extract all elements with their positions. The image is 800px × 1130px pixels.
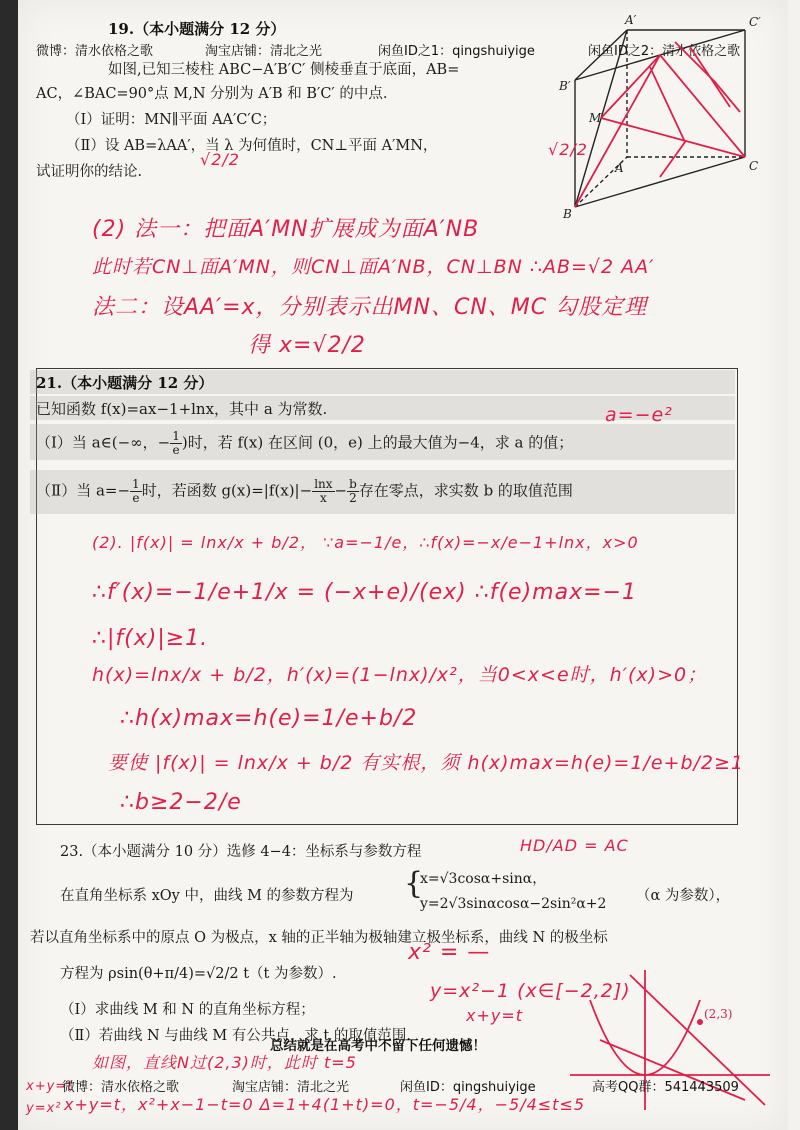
q21-hand-l2: ∴f′(x)=−1/e+1/x = (−x+e)/(ex) ∴f(e)max=−1 xyxy=(92,580,637,605)
q23-top-note: HD/AD = AC xyxy=(520,836,629,855)
q21-part2-frac-a-num: 1 xyxy=(132,477,140,491)
q19-part1: （Ⅰ）证明：MN∥平面 AA′C′C； xyxy=(66,112,277,128)
q21-part2-frac-a xyxy=(130,478,142,505)
q19-part2: （Ⅱ）设 AB=λAA′，当 λ 为何值时，CN⊥平面 A′MN， xyxy=(66,138,438,154)
q21-hand-l6: 要使 |f(x)| = lnx/x + b/2 有实根，须 h(x)max=h(e)=1/e+b/2≥1 xyxy=(108,752,744,774)
watermark-xianyu-bottom: 闲鱼ID：qingshuiyige xyxy=(400,1080,536,1095)
label-cprime: C′ xyxy=(749,15,761,29)
label-c: C xyxy=(749,159,759,173)
q21-hand-l1: (2). |f(x)| = lnx/x + b/2， ∵a=−1/e，∴f(x)=−x/e−1+lnx，x>0 xyxy=(92,533,639,552)
q21-part1-frac-den: e xyxy=(172,443,180,457)
q21-part2-frac-c-den: 2 xyxy=(349,491,357,505)
q23-hand-l1: x² = — xyxy=(408,940,491,965)
q21-part2-frac-a-den: e xyxy=(132,491,140,505)
q19-header: 19.（本小题满分 12 分） xyxy=(108,20,286,38)
red-stroke-3 xyxy=(650,67,685,177)
q21-answer-mark: a=−e² xyxy=(605,404,673,426)
q21-part1-pre: （Ⅰ）当 a∈(−∞，− xyxy=(36,433,171,452)
red-line-m-c xyxy=(601,118,745,157)
watermark-qq-bottom: 高考QQ群：541443509 xyxy=(592,1080,739,1095)
label-m: M xyxy=(589,111,602,125)
q23-hand-l2: y=x²−1 (x∈[−2,2]) xyxy=(430,980,631,1002)
label-bprime: B′ xyxy=(559,79,571,93)
graph-point-label: (2,3) xyxy=(704,1007,733,1021)
q21-part1-frac xyxy=(170,430,182,457)
q19-part2b: 试证明你的结论. xyxy=(36,164,143,180)
q23-left-note: x+y=t y=x² xyxy=(26,1079,74,1116)
q19-answer-mark: √2/2 xyxy=(200,150,240,169)
q21-part1-post: )时，若 f(x) 在区间 (0，e) 上的最大值为−4，求 a 的值； xyxy=(181,433,574,452)
q21-part1-frac-num: 1 xyxy=(172,429,180,443)
q21-part2-pre: （Ⅱ）当 a=− xyxy=(36,481,131,500)
watermark-weibo-top: 微博：清水依格之歌 xyxy=(36,44,154,59)
label-b: B xyxy=(563,207,572,221)
label-aprime: A′ xyxy=(625,13,637,27)
q23-sys1: x=√3cosα+sinα， xyxy=(420,871,547,887)
q23-hand-l4: 如图，直线N过(2,3)时，此时 t=5 xyxy=(92,1053,357,1072)
prism-figure xyxy=(555,12,775,222)
q21-hand-l4: h(x)=lnx/x + b/2，h′(x)=(1−lnx)/x²，当0<x<e时，h′(x)>0； xyxy=(92,664,708,686)
q19-line1: 如图,已知三棱柱 ABC−A′B′C′ 侧棱垂直于底面，AB= xyxy=(108,62,460,78)
q21-part1 xyxy=(36,430,573,457)
q21-part2-mid: 时，若函数 g(x)=|f(x)|− xyxy=(141,481,313,500)
q21-hand-l3: ∴|f(x)|≥1. xyxy=(92,626,209,651)
q21-part2-frac-b xyxy=(312,478,334,505)
q19-hand-l2: 此时若CN⊥面A′MN，则CN⊥面A′NB，CN⊥BN ∴AB=√2 AA′ xyxy=(92,256,655,278)
q21-part2-frac-b-den: x xyxy=(319,491,327,505)
q21-part2-minus: − xyxy=(334,481,348,500)
q21-part2 xyxy=(36,478,573,505)
q23-header: 23.（本小题满分 10 分）选修 4−4：坐标系与参数方程 xyxy=(60,844,422,860)
q23-param-note: （α 为参数）， xyxy=(636,888,731,904)
q23-hand-l3: x+y=t xyxy=(466,1006,524,1025)
q21-part2-frac-b-num: lnx xyxy=(314,477,333,491)
label-a: A xyxy=(615,161,624,175)
q21-part2-frac-c-num: b xyxy=(349,477,357,491)
q21-hand-l5: ∴h(x)max=h(e)=1/e+b/2 xyxy=(120,706,418,731)
q23-line3: 方程为 ρsin(θ+π/4)=√2/2 t（t 为参数）. xyxy=(60,966,337,982)
watermark-weibo-bottom: 微博：清水依格之歌 xyxy=(62,1080,180,1095)
binder-edge xyxy=(0,0,18,1130)
watermark-xianyu2-top: 闲鱼ID之2：清水依格之歌 xyxy=(588,44,741,59)
q19-hand-l1: (2) 法一：把面A′MN扩展成为面A′NB xyxy=(92,217,480,242)
q23-line1: 在直角坐标系 xOy 中，曲线 M 的参数方程为 xyxy=(60,888,354,904)
watermark-xianyu1-top: 闲鱼ID之1：qingshuiyige xyxy=(378,44,535,59)
q21-part2-post: 存在零点，求实数 b 的取值范围 xyxy=(358,481,573,500)
q19-hand-l4: 得 x=√2/2 xyxy=(248,333,366,358)
q23-motto: 总结就是在高考中不留下任何遗憾！ xyxy=(270,1038,486,1054)
watermark-taobao-bottom: 淘宝店铺：清北之光 xyxy=(232,1080,350,1095)
q23-line2: 若以直角坐标系中的原点 O 为极点，x 轴的正半轴为极轴建立极坐标系，曲线 N 的极坐标 xyxy=(30,930,608,946)
q21-header: 21.（本小题满分 12 分） xyxy=(36,374,214,392)
q19-side-mark: √2/2 xyxy=(548,140,588,159)
q23-part1: （Ⅰ）求曲线 M 和 N 的直角坐标方程； xyxy=(60,1002,315,1018)
q19-hand-l3: 法二：设AA′=x，分别表示出MN、CN、MC 勾股定理 xyxy=(92,295,648,320)
q21-stem: 已知函数 f(x)=ax−1+lnx，其中 a 为常数. xyxy=(36,400,328,418)
q23-sys2: y=2√3sinαcosα−2sin²α+2 xyxy=(420,896,607,912)
graph-point xyxy=(697,1019,703,1025)
q23-part2: （Ⅱ）若曲线 N 与曲线 M 有公共点，求 t 的取值范围. xyxy=(60,1028,411,1044)
q21-hand-l7: ∴b≥2−2/e xyxy=(120,790,242,815)
q23-brace: { xyxy=(404,866,424,901)
q23-hand-l5: x+y=t，x²+x−1−t=0 Δ=1+4(1+t)=0，t=−5/4，−5/4≤t≤5 xyxy=(64,1095,586,1114)
q21-part2-frac-c xyxy=(347,478,359,505)
watermark-taobao-top: 淘宝店铺：清北之光 xyxy=(205,44,323,59)
red-stroke-1 xyxy=(675,42,740,112)
q19-line2: AC，∠BAC=90°点 M,N 分别为 A′B 和 B′C′ 的中点. xyxy=(36,86,388,102)
